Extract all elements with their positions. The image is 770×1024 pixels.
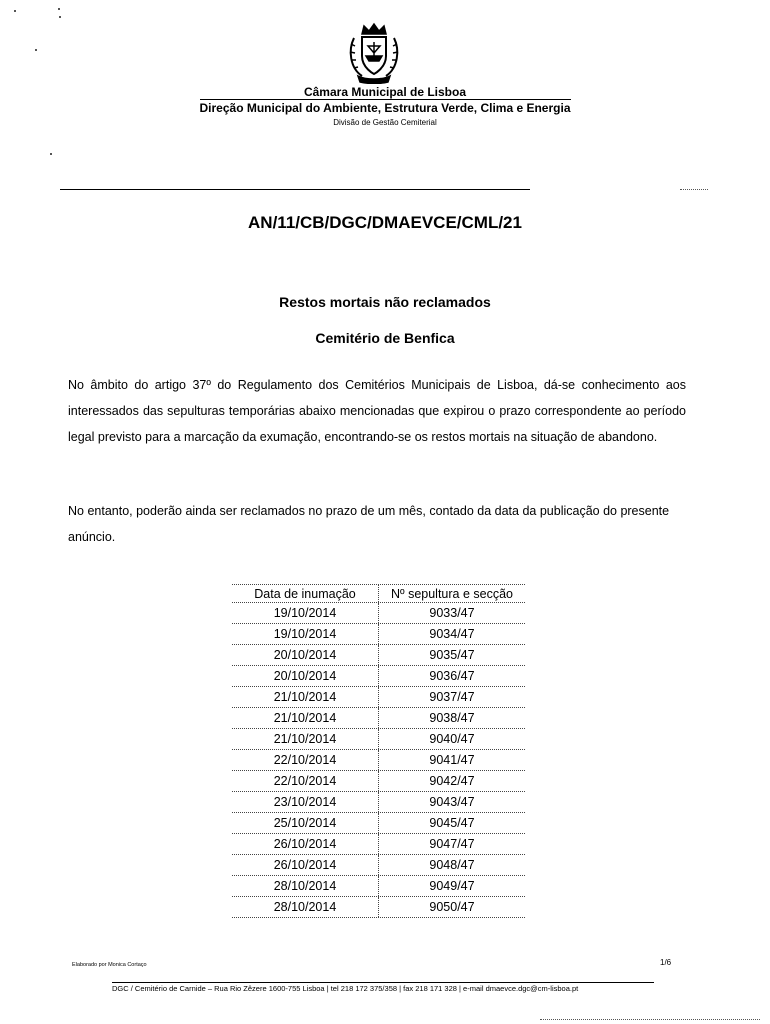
- division-name: Divisão de Gestão Cemiterial: [333, 118, 437, 127]
- body-paragraph-2: No entanto, poderão ainda ser reclamados no prazo de um mês, contado da data da publicação do presente anúncio.: [68, 504, 670, 544]
- table-row: [232, 855, 525, 876]
- table-row: [232, 687, 525, 708]
- table-body: [232, 603, 525, 918]
- grave-section-cell: 9041/47: [429, 753, 475, 767]
- table-row: [232, 624, 525, 645]
- grave-section-cell: 9040/47: [429, 732, 475, 746]
- header-divider-fragment: [680, 189, 708, 190]
- grave-section-cell: 9035/47: [429, 648, 475, 662]
- table-row: [232, 897, 525, 918]
- graves-table: [232, 584, 525, 918]
- table-row: [232, 645, 525, 666]
- burial-date-cell: 19/10/2014: [232, 603, 379, 623]
- body-paragraph-1: No âmbito do artigo 37º do Regulamento dos Cemitérios Municipais de Lisboa, dá-se conhecimento aos interessados das sepulturas temporárias abaixo mencionadas que expirou o prazo correspondente ao período legal previsto para a marcação da exumação, encontrando-se os restos mortais na situação de abandono.: [68, 378, 686, 444]
- burial-date-cell: 23/10/2014: [232, 792, 379, 812]
- burial-date-cell: 21/10/2014: [232, 729, 379, 749]
- burial-date-cell: 25/10/2014: [232, 813, 379, 833]
- burial-date-cell: 22/10/2014: [232, 750, 379, 770]
- footer-divider: [112, 982, 654, 983]
- grave-section-cell: 9034/47: [429, 627, 475, 641]
- page-number: 1/6: [660, 958, 672, 967]
- burial-date-cell: 20/10/2014: [232, 645, 379, 665]
- burial-date-cell: 20/10/2014: [232, 666, 379, 686]
- table-row: [232, 813, 525, 834]
- grave-section-cell: 9049/47: [429, 879, 475, 893]
- footer-dotted-fragment: [540, 1019, 760, 1020]
- table-row: [232, 750, 525, 771]
- table-header-row: [232, 585, 525, 603]
- institution-name: Câmara Municipal de Lisboa: [303, 85, 467, 99]
- burial-date-cell: 26/10/2014: [232, 834, 379, 854]
- grave-section-cell: 9042/47: [429, 774, 475, 788]
- notice-reference: AN/11/CB/DGC/DMAEVCE/CML/21: [248, 213, 522, 232]
- table-row: [232, 792, 525, 813]
- burial-date-cell: 26/10/2014: [232, 855, 379, 875]
- burial-date-cell: 22/10/2014: [232, 771, 379, 791]
- scan-speck: [50, 153, 52, 155]
- directorate-name: Direção Municipal do Ambiente, Estrutura Verde, Clima e Energia: [199, 101, 571, 115]
- header-divider: [60, 189, 530, 190]
- header-grave-section: Nº sepultura e secção: [391, 587, 513, 601]
- lisbon-coat-of-arms-icon: [342, 20, 406, 84]
- prepared-by: Elaborado por Monica Cortaço: [72, 962, 147, 968]
- scan-speck: [14, 10, 16, 12]
- grave-section-cell: 9038/47: [429, 711, 475, 725]
- notice-title: Restos mortais não reclamados: [279, 294, 491, 310]
- grave-section-cell: 9050/47: [429, 900, 475, 914]
- grave-section-cell: 9037/47: [429, 690, 475, 704]
- table-row: [232, 729, 525, 750]
- grave-section-cell: 9036/47: [429, 669, 475, 683]
- grave-section-cell: 9047/47: [429, 837, 475, 851]
- table-row: [232, 708, 525, 729]
- grave-section-cell: 9043/47: [429, 795, 475, 809]
- header-burial-date: Data de inumação: [232, 585, 379, 602]
- table-row: [232, 834, 525, 855]
- burial-date-cell: 21/10/2014: [232, 708, 379, 728]
- cemetery-name: Cemitério de Benfica: [315, 330, 455, 346]
- table-row: [232, 771, 525, 792]
- grave-section-cell: 9033/47: [429, 606, 475, 620]
- footer-address: DGC / Cemitério de Carnide – Rua Rio Zêzere 1600-755 Lisboa | tel 218 172 375/358 | fax 218 171 328 | e-mail dmaevce.dgc@cm-lisboa.pt: [112, 984, 579, 993]
- scan-speck: [35, 49, 37, 51]
- scan-speck: [58, 8, 60, 10]
- table-row: [232, 876, 525, 897]
- burial-date-cell: 28/10/2014: [232, 876, 379, 896]
- grave-section-cell: 9045/47: [429, 816, 475, 830]
- table-row: [232, 666, 525, 687]
- scan-speck: [59, 16, 61, 18]
- burial-date-cell: 28/10/2014: [232, 897, 379, 917]
- grave-section-cell: 9048/47: [429, 858, 475, 872]
- table-row: [232, 603, 525, 624]
- burial-date-cell: 21/10/2014: [232, 687, 379, 707]
- burial-date-cell: 19/10/2014: [232, 624, 379, 644]
